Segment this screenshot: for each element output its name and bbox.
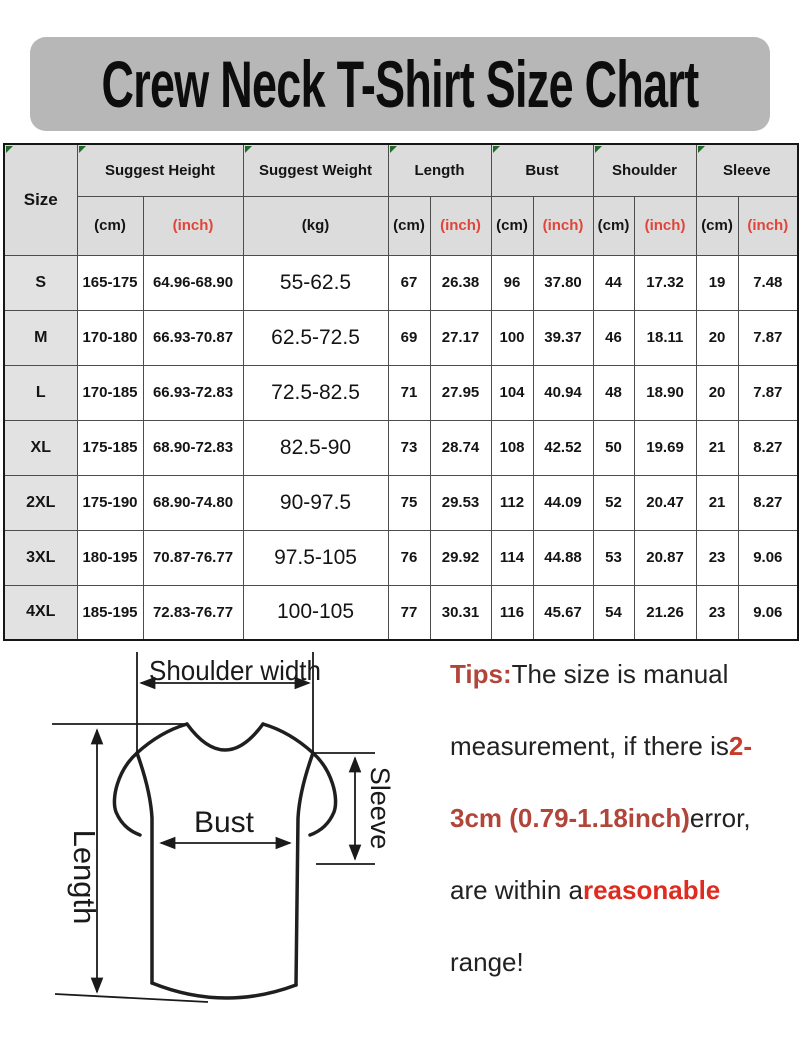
data-cell: 55-62.5 (243, 255, 388, 310)
data-cell: 19.69 (634, 420, 696, 475)
data-cell: 44.09 (533, 475, 593, 530)
size-cell: 2XL (4, 475, 77, 530)
data-cell: 104 (491, 365, 533, 420)
data-cell: 73 (388, 420, 430, 475)
data-cell: 108 (491, 420, 533, 475)
size-chart-table (3, 143, 799, 641)
unit-header-cm: (cm) (77, 196, 143, 255)
data-cell: 97.5-105 (243, 530, 388, 585)
data-cell: 30.31 (430, 585, 491, 640)
unit-header-inch: (inch) (634, 196, 696, 255)
left-sleeve (114, 753, 140, 835)
data-cell: 67 (388, 255, 430, 310)
data-cell: 23 (696, 585, 738, 640)
data-cell: 70.87-76.77 (143, 530, 243, 585)
data-cell: 27.95 (430, 365, 491, 420)
data-cell: 20 (696, 310, 738, 365)
size-cell: 3XL (4, 530, 77, 585)
length-label: Length (67, 829, 102, 925)
right-shoulder-slope (263, 724, 313, 753)
data-cell: 100-105 (243, 585, 388, 640)
data-cell: 26.38 (430, 255, 491, 310)
data-cell: 9.06 (738, 530, 798, 585)
col-header-sleeve: Sleeve (696, 144, 798, 196)
unit-header-cm: (cm) (491, 196, 533, 255)
data-cell: 112 (491, 475, 533, 530)
col-header-size: Size (4, 144, 77, 255)
size-cell: 4XL (4, 585, 77, 640)
size-cell: L (4, 365, 77, 420)
data-cell: 21 (696, 475, 738, 530)
data-cell: 90-97.5 (243, 475, 388, 530)
sleeve-label: Sleeve (365, 766, 395, 850)
data-cell: 40.94 (533, 365, 593, 420)
table-row (4, 310, 798, 365)
data-cell: 39.37 (533, 310, 593, 365)
col-header-suggest-weight: Suggest Weight (243, 144, 388, 196)
data-cell: 18.90 (634, 365, 696, 420)
table-row (4, 365, 798, 420)
data-cell: 170-185 (77, 365, 143, 420)
col-header-length: Length (388, 144, 491, 196)
left-body-side (137, 753, 152, 983)
data-cell: 72.5-82.5 (243, 365, 388, 420)
data-cell: 175-185 (77, 420, 143, 475)
data-cell: 20.87 (634, 530, 696, 585)
data-cell: 7.87 (738, 310, 798, 365)
data-cell: 21 (696, 420, 738, 475)
data-cell: 29.53 (430, 475, 491, 530)
tips-highlight: 2- (728, 730, 753, 761)
unit-header-inch: (inch) (430, 196, 491, 255)
col-header-suggest-height: Suggest Height (77, 144, 243, 196)
data-cell: 82.5-90 (243, 420, 388, 475)
tips-segment: error, (689, 802, 751, 833)
data-cell: 66.93-70.87 (143, 310, 243, 365)
tips-segment: The size is manual (511, 658, 729, 689)
table-row (4, 420, 798, 475)
tips-line (450, 710, 800, 782)
length-ext-bottom (55, 994, 208, 1002)
right-body-side (296, 753, 313, 985)
data-cell: 185-195 (77, 585, 143, 640)
data-cell: 29.92 (430, 530, 491, 585)
col-header-bust: Bust (491, 144, 593, 196)
data-cell: 44.88 (533, 530, 593, 585)
data-cell: 27.17 (430, 310, 491, 365)
data-cell: 71 (388, 365, 430, 420)
data-cell: 76 (388, 530, 430, 585)
tshirt-outline (114, 724, 335, 998)
table-row (4, 585, 798, 640)
data-cell: 175-190 (77, 475, 143, 530)
tips-text (450, 638, 800, 998)
tips-segment: are within a (450, 874, 583, 905)
page-title: Crew Neck T-Shirt Size Chart (101, 47, 699, 121)
data-cell: 52 (593, 475, 634, 530)
tips-line (450, 638, 800, 710)
unit-header-cm: (cm) (593, 196, 634, 255)
bust-label: Bust (193, 806, 255, 839)
unit-header-inch: (inch) (738, 196, 798, 255)
data-cell: 37.80 (533, 255, 593, 310)
data-cell: 165-175 (77, 255, 143, 310)
tips-segment: measurement, if there is (450, 730, 729, 761)
tips-segment: range! (450, 946, 524, 977)
data-cell: 68.90-74.80 (143, 475, 243, 530)
data-cell: 28.74 (430, 420, 491, 475)
title-banner (30, 37, 770, 131)
data-cell: 69 (388, 310, 430, 365)
data-cell: 42.52 (533, 420, 593, 475)
neckline (187, 724, 263, 750)
table-row (4, 255, 798, 310)
tshirt-diagram (8, 650, 443, 1040)
data-cell: 9.06 (738, 585, 798, 640)
tips-line (450, 854, 800, 926)
table-body (4, 255, 798, 640)
data-cell: 19 (696, 255, 738, 310)
data-cell: 8.27 (738, 420, 798, 475)
data-cell: 64.96-68.90 (143, 255, 243, 310)
data-cell: 114 (491, 530, 533, 585)
data-cell: 116 (491, 585, 533, 640)
tips-line (450, 926, 800, 998)
data-cell: 44 (593, 255, 634, 310)
right-sleeve (310, 753, 336, 835)
data-cell: 18.11 (634, 310, 696, 365)
data-cell: 20.47 (634, 475, 696, 530)
unit-header-cm: (cm) (388, 196, 430, 255)
data-cell: 7.48 (738, 255, 798, 310)
data-cell: 23 (696, 530, 738, 585)
data-cell: 46 (593, 310, 634, 365)
data-cell: 96 (491, 255, 533, 310)
hem (152, 983, 296, 998)
data-cell: 50 (593, 420, 634, 475)
shoulder-width-label: Shoulder width (149, 655, 321, 686)
unit-header-cm: (cm) (696, 196, 738, 255)
data-cell: 100 (491, 310, 533, 365)
tips-highlight: Tips: (450, 658, 512, 689)
data-cell: 8.27 (738, 475, 798, 530)
tips-highlight: 3cm (0.79-1.18inch) (450, 802, 690, 833)
data-cell: 20 (696, 365, 738, 420)
left-shoulder-slope (137, 724, 187, 753)
header-row-groups (4, 144, 798, 196)
tips-line (450, 782, 800, 854)
data-cell: 48 (593, 365, 634, 420)
data-cell: 53 (593, 530, 634, 585)
table-row (4, 475, 798, 530)
unit-header-kg: (kg) (243, 196, 388, 255)
tips-highlight: reasonable (582, 874, 721, 905)
data-cell: 45.67 (533, 585, 593, 640)
size-cell: M (4, 310, 77, 365)
data-cell: 54 (593, 585, 634, 640)
data-cell: 77 (388, 585, 430, 640)
data-cell: 21.26 (634, 585, 696, 640)
data-cell: 17.32 (634, 255, 696, 310)
unit-header-inch: (inch) (533, 196, 593, 255)
data-cell: 7.87 (738, 365, 798, 420)
data-cell: 180-195 (77, 530, 143, 585)
data-cell: 68.90-72.83 (143, 420, 243, 475)
size-cell: S (4, 255, 77, 310)
col-header-shoulder: Shoulder (593, 144, 696, 196)
header-row-units (4, 196, 798, 255)
data-cell: 62.5-72.5 (243, 310, 388, 365)
data-cell: 170-180 (77, 310, 143, 365)
data-cell: 75 (388, 475, 430, 530)
unit-header-inch: (inch) (143, 196, 243, 255)
table-row (4, 530, 798, 585)
data-cell: 66.93-72.83 (143, 365, 243, 420)
data-cell: 72.83-76.77 (143, 585, 243, 640)
size-cell: XL (4, 420, 77, 475)
